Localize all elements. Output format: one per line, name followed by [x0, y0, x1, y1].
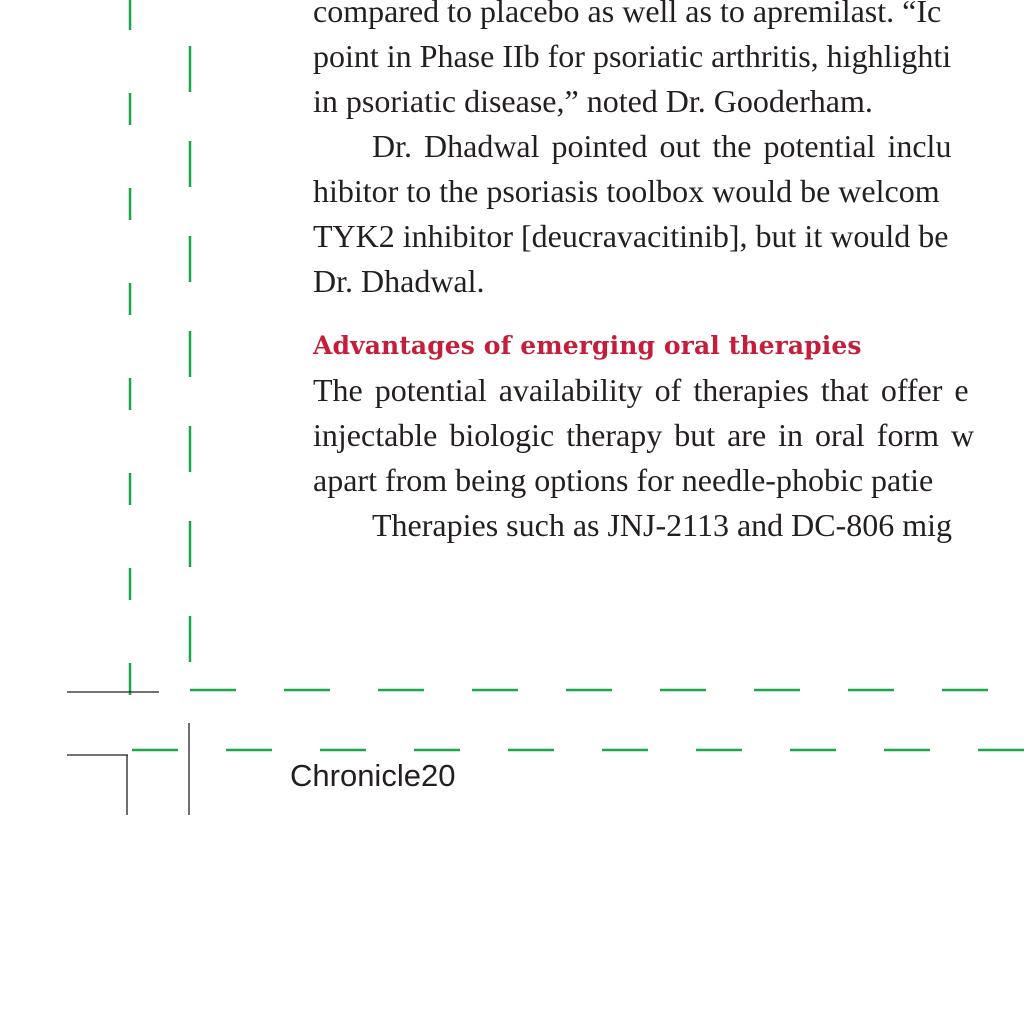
body-line: point in Phase IIb for psoriatic arthritis, highlighti — [313, 38, 952, 74]
body-line: The potential availability of therapies that offer e — [313, 372, 969, 408]
body-line-indented: Therapies such as JNJ-2113 and DC-806 mig — [372, 507, 953, 543]
body-line: injectable biologic therapy but are in oral form w — [313, 417, 975, 453]
section-heading: Advantages of emerging oral therapies — [313, 331, 862, 360]
body-line: apart from being options for needle-phobic patie — [313, 462, 934, 498]
page-folio: Chronicle20 — [290, 758, 456, 793]
body-line: TYK2 inhibitor [deucravacitinib], but it would be — [313, 218, 949, 254]
body-line: hibitor to the psoriasis toolbox would be welcom — [313, 173, 940, 209]
body-line: Dr. Dhadwal. — [313, 263, 485, 299]
body-line-indented: Dr. Dhadwal pointed out the potential inclu — [372, 128, 952, 164]
body-line: compared to placebo as well as to apremilast. “Ic — [313, 0, 942, 29]
article-text-column — [313, 0, 1024, 548]
body-line: in psoriatic disease,” noted Dr. Gooderham. — [313, 83, 873, 119]
